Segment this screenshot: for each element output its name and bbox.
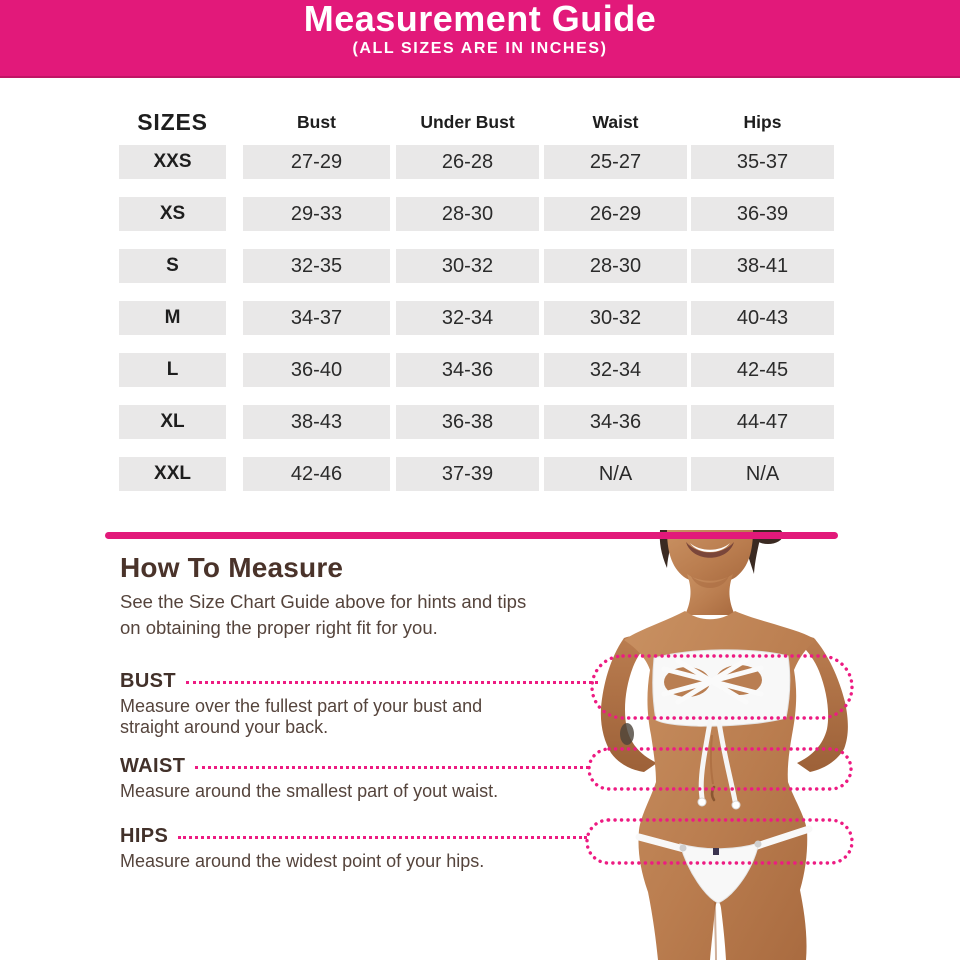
value-cell: 38-43 <box>243 405 390 439</box>
value-cell: 38-41 <box>691 249 834 283</box>
waist-label: WAIST <box>120 754 186 777</box>
table-row <box>119 249 834 283</box>
value-cell: 32-35 <box>243 249 390 283</box>
value-cell: 34-37 <box>243 301 390 335</box>
model-face <box>667 530 753 615</box>
size-table <box>119 145 834 509</box>
value-cell: 32-34 <box>396 301 539 335</box>
value-cell: 40-43 <box>691 301 834 335</box>
table-row <box>119 457 834 491</box>
value-cell: 42-45 <box>691 353 834 387</box>
table-row <box>119 197 834 231</box>
value-cell: 35-37 <box>691 145 834 179</box>
bust-section <box>120 670 598 738</box>
value-cell: 36-38 <box>396 405 539 439</box>
size-table-header <box>119 106 834 138</box>
page-subtitle: (ALL SIZES ARE IN INCHES) <box>352 40 608 57</box>
value-cell: 25-27 <box>544 145 687 179</box>
hips-description <box>120 851 590 872</box>
value-cell: 28-30 <box>396 197 539 231</box>
value-cell: 29-33 <box>243 197 390 231</box>
waist-dotted-leader-line <box>195 766 589 769</box>
size-cell: S <box>119 249 226 283</box>
waist-section <box>120 755 589 802</box>
waist-description-line: Measure around the smallest part of yout waist. <box>120 781 499 801</box>
value-cell: N/A <box>544 457 687 491</box>
size-cell: XXL <box>119 457 226 491</box>
column-header-under-bust: Under Bust <box>420 111 515 132</box>
column-header-bust: Bust <box>297 111 336 132</box>
value-cell: 27-29 <box>243 145 390 179</box>
value-cell: 32-34 <box>544 353 687 387</box>
hips-dotted-leader-line <box>178 836 587 839</box>
bust-label-row <box>120 670 598 692</box>
value-cell: 28-30 <box>544 249 687 283</box>
hips-section <box>120 825 587 872</box>
value-cell: 36-40 <box>243 353 390 387</box>
hips-description-line: Measure around the widest point of your hips. <box>120 851 485 871</box>
table-row <box>119 301 834 335</box>
bust-label: BUST <box>120 669 177 692</box>
column-header-sizes: SIZES <box>137 108 208 135</box>
value-cell: 30-32 <box>544 301 687 335</box>
value-cell: 36-39 <box>691 197 834 231</box>
value-cell: 26-28 <box>396 145 539 179</box>
table-row <box>119 145 834 179</box>
page-title: Measurement Guide <box>303 0 657 39</box>
waist-description <box>120 781 590 802</box>
section-divider <box>105 532 838 539</box>
model-tattoo <box>620 723 634 745</box>
size-cell: XL <box>119 405 226 439</box>
how-to-measure-section <box>120 552 640 641</box>
value-cell: 30-32 <box>396 249 539 283</box>
value-cell: 44-47 <box>691 405 834 439</box>
column-header-hips: Hips <box>743 111 782 132</box>
value-cell: N/A <box>691 457 834 491</box>
table-row <box>119 353 834 387</box>
header-band <box>0 0 960 78</box>
how-to-measure-heading: How To Measure <box>120 552 344 583</box>
bust-description-line: Measure over the fullest part of your bust and <box>120 696 483 716</box>
bust-dotted-leader-line <box>186 681 598 684</box>
bust-description-line: straight around your back. <box>120 717 329 737</box>
hips-label: HIPS <box>120 824 169 847</box>
value-cell: 37-39 <box>396 457 539 491</box>
size-cell: M <box>119 301 226 335</box>
value-cell: 26-29 <box>544 197 687 231</box>
intro-line: on obtaining the proper right fit for you. <box>120 617 438 638</box>
column-header-waist: Waist <box>592 111 639 132</box>
table-row <box>119 405 834 439</box>
size-cell: L <box>119 353 226 387</box>
size-cell: XS <box>119 197 226 231</box>
waist-label-row <box>120 755 589 777</box>
value-cell: 34-36 <box>396 353 539 387</box>
hips-label-row <box>120 825 587 847</box>
size-cell: XXS <box>119 145 226 179</box>
bust-description <box>120 696 590 738</box>
value-cell: 42-46 <box>243 457 390 491</box>
intro-line: See the Size Chart Guide above for hints and tips <box>120 591 527 612</box>
value-cell: 34-36 <box>544 405 687 439</box>
how-to-measure-intro <box>120 589 640 641</box>
